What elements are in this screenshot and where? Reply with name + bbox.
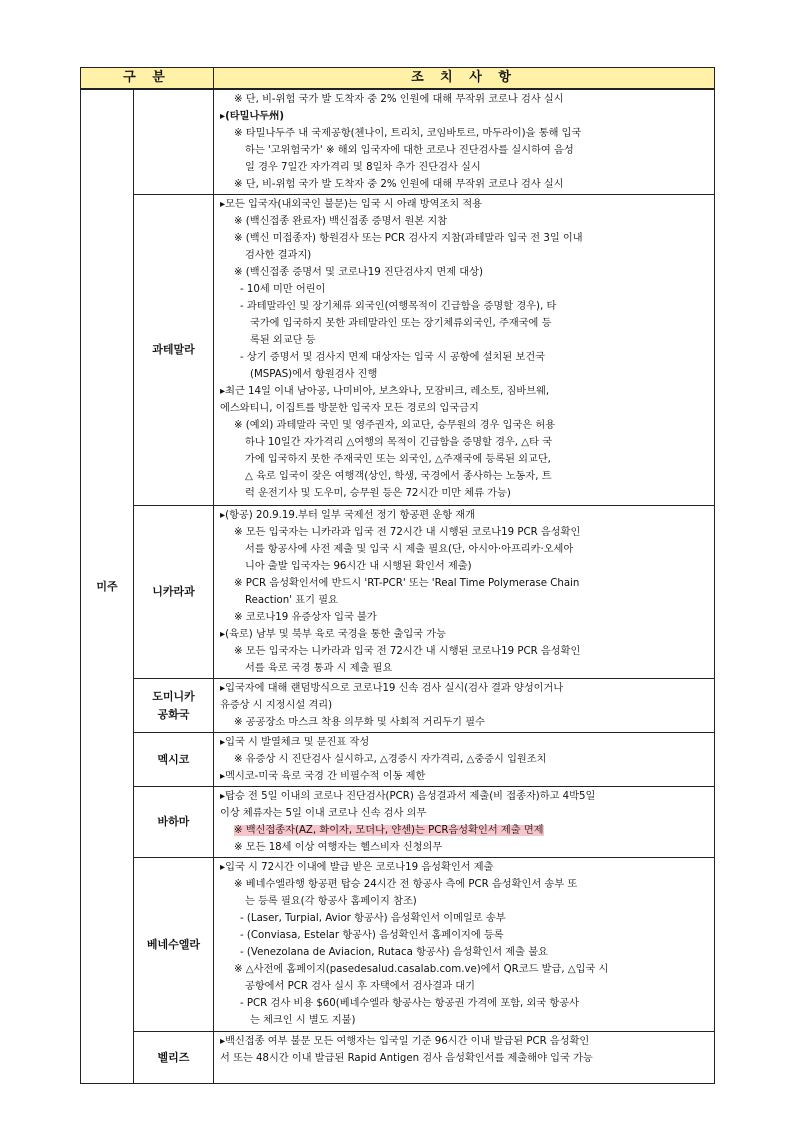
table-row (81, 195, 715, 506)
measure-line: ※ 코로나19 유증상자 입국 불가 (234, 612, 377, 623)
measure-line: 가에 입국하지 못한 주재국민 또는 외국인, △주재국에 등록된 외교단, (245, 454, 551, 465)
country-name: 니카라과 (152, 585, 195, 598)
table-row (81, 1032, 715, 1084)
measure-line: ※ 모든 입국자는 니카라과 입국 전 72시간 내 시행된 코로나19 PCR 음성확인 (234, 646, 581, 657)
measure-line: ▸(타밀나두州) (220, 111, 284, 122)
measure-line: 공항에서 PCR 검사 실시 후 자택에서 검사결과 대기 (245, 981, 475, 992)
country-name: 공화국 (157, 707, 190, 721)
table-header-row (81, 68, 715, 90)
measure-line: 검사한 결과지) (245, 250, 312, 261)
measure-line: ※ △사전에 홈페이지(pasedesalud.casalab.com.ve)에서 QR코드 발급, △입국 시 (234, 964, 609, 975)
measure-line: - (Venezolana de Aviacion, Rutaca 항공사) 음성확인서 제출 불요 (240, 947, 548, 958)
country-cell (134, 679, 214, 733)
country-cell (134, 858, 214, 1032)
table-row (81, 787, 715, 858)
measure-line: 서를 항공사에 사전 제출 및 입국 시 제출 필요(단, 아시아·아프리카·오세아 (245, 544, 574, 555)
measure-line: ▸백신접종 여부 불문 모든 여행자는 입국일 기준 96시간 이내 발급된 PCR 음성확인 (220, 1036, 590, 1047)
measure-line: 에스와티니, 이집트를 방문한 입국자 모든 경로의 입국금지 (220, 403, 479, 414)
measure-line: ※ 모든 입국자는 니카라과 입국 전 72시간 내 시행된 코로나19 PCR 음성확인 (234, 527, 581, 538)
highlighted-text: ※ 백신접종자(AZ, 화이자, 모더나, 얀센)는 PCR음성확인서 제출 면제 (234, 825, 544, 836)
country-name: 멕시코 (157, 752, 190, 766)
measure-line: ▸멕시코-미국 육로 국경 간 비필수적 이동 제한 (220, 771, 426, 782)
measure-line: ※ (예외) 과테말라 국민 및 영주권자, 외교단, 승무원의 경우 입국은 허용 (234, 420, 556, 431)
measure-line: - (Laser, Turpial, Avior 항공사) 음성확인서 이메일로 송부 (240, 913, 506, 924)
table-body (81, 89, 715, 1084)
measure-line: ※ 타밀나두주 내 국제공항(첸나이, 트리치, 코임바토르, 마두라이)을 통해 입국 (234, 128, 582, 139)
measures-cell (214, 679, 715, 733)
measure-line: ※ 공공장소 마스크 착용 의무화 및 사회적 거리두기 필수 (234, 717, 485, 728)
measure-line: ※ (백신접종 완료자) 백신접종 증명서 원본 지참 (234, 216, 448, 227)
country-cell (134, 733, 214, 787)
region-cell: 미주 (81, 89, 134, 1084)
header-measures: 조 치 사 항 (214, 68, 715, 90)
measure-line: ※ 베네수엘라행 항공편 탑승 24시간 전 항공사 측에 PCR 음성확인서 송부 또 (234, 879, 578, 890)
header-category: 구 분 (81, 68, 214, 90)
measures-cell (214, 733, 715, 787)
measures-cell (214, 787, 715, 858)
country-cell (134, 195, 214, 506)
country-name: 베네수엘라 (146, 937, 201, 951)
measure-line: ▸모든 입국자(내외국인 불문)는 입국 시 아래 방역조치 적용 (220, 199, 483, 210)
measure-line: 는 등록 필요(각 항공사 홈페이지 참조) (245, 896, 417, 907)
country-name: 바하마 (157, 815, 190, 828)
measure-line: ▸입국 시 72시간 이내에 발급 받은 코로나19 음성확인서 제출 (220, 862, 494, 873)
measure-line: ▸(항공) 20.9.19.부터 일부 국제선 정기 항공편 운항 재개 (220, 510, 475, 521)
measure-line: Reaction' 표기 필요 (245, 595, 338, 606)
measure-line: ▸입국자에 대해 랜덤방식으로 코로나19 신속 검사 실시(검사 결과 양성이거나 (220, 683, 564, 694)
measures-cell (214, 858, 715, 1032)
measure-line: ※ PCR 음성확인서에 반드시 'RT-PCR' 또는 'Real Time Polymerase Chain (234, 578, 580, 589)
measure-line: 유증상 시 지정시설 격리) (220, 700, 333, 711)
country-cell (134, 787, 214, 858)
measures-cell (214, 89, 715, 195)
measures-cell (214, 506, 715, 679)
measure-line: 일 경우 7일간 자가격리 및 8일차 추가 진단검사 실시 (245, 162, 481, 173)
measure-line: ※ 유증상 시 진단검사 실시하고, △경증시 자가격리, △중증시 입원조치 (234, 754, 547, 765)
table-row (81, 506, 715, 679)
measure-line: (MSPAS)에서 항원검사 진행 (250, 369, 378, 380)
measure-line: ▸(육로) 남부 및 북부 육로 국경을 통한 출입국 가능 (220, 629, 446, 640)
table-row (81, 679, 715, 733)
measure-line: 록된 외교단 등 (250, 335, 316, 346)
measure-line: ※ (백신 미접종자) 항원검사 또는 PCR 검사지 지참(과테말라 입국 전 3일 이내 (234, 233, 583, 244)
measure-line: 국가에 입국하지 못한 과테말라인 또는 장기체류외국인, 주재국에 등 (250, 318, 552, 329)
country-cell (134, 89, 214, 195)
measure-line: ▸입국 시 발열체크 및 문진표 작성 (220, 737, 370, 748)
measure-line: 니아 출발 입국자는 96시간 내 시행된 확인서 제출) (245, 561, 472, 572)
measure-line (220, 822, 710, 839)
measure-line: ▸최근 14일 이내 남아공, 나미비아, 보츠와나, 모잠비크, 레소토, 짐바브웨, (220, 386, 550, 397)
table-row (81, 733, 715, 787)
measure-line: 하는 '고위험국가' ※ 해외 입국자에 대한 코로나 진단검사를 실시하여 음성 (245, 145, 574, 156)
table-row (81, 858, 715, 1032)
measure-line: - PCR 검사 비용 $60(베네수엘라 항공사는 항공권 가격에 포함, 외국 항공사 (240, 998, 579, 1009)
measure-line: 서 또는 48시간 이내 발급된 Rapid Antigen 검사 음성확인서를 제출해야 입국 가능 (220, 1053, 593, 1064)
measure-line: ▸탑승 전 5일 이내의 코로나 진단검사(PCR) 음성결과서 제출(비 접종자)하고 4박5일 (220, 791, 596, 802)
measure-line: ※ 단, 비-위험 국가 발 도착자 중 2% 인원에 대해 무작위 코로나 검사 실시 (234, 94, 564, 105)
measure-line: - 과테말라인 및 장기체류 외국인(여행목적이 긴급함을 증명할 경우), 타 (240, 301, 557, 312)
table-row (81, 89, 715, 195)
measure-line: - (Conviasa, Estelar 항공사) 음성확인서 홈페이지에 등록 (240, 930, 504, 941)
country-cell (134, 1032, 214, 1084)
measures-cell (214, 195, 715, 506)
measure-line: △ 육로 입국이 잦은 여행객(상인, 학생, 국경에서 종사하는 노동자, 트 (245, 471, 552, 482)
measure-line: ※ 모든 18세 이상 여행자는 헬스비자 신청의무 (234, 842, 443, 853)
measures-table (80, 67, 715, 1084)
measures-cell (214, 1032, 715, 1084)
country-cell (134, 506, 214, 679)
measure-line: 하나 10일간 자가격리 △여행의 목적이 긴급함을 증명할 경우, △타 국 (245, 437, 553, 448)
measure-line: 서를 육로 국경 통과 시 제출 필요 (245, 663, 393, 674)
measure-line: 이상 체류자는 5일 이내 코로나 신속 검사 의무 (220, 808, 427, 819)
measure-line: ※ 단, 비-위험 국가 발 도착자 중 2% 인원에 대해 무작위 코로나 검사 실시 (234, 179, 564, 190)
measure-line: - 상기 증명서 및 검사지 면제 대상자는 입국 시 공항에 설치된 보건국 (240, 352, 546, 363)
country-name: 과테말라 (152, 343, 195, 356)
country-name: 벨리즈 (157, 1050, 190, 1064)
country-name: 도미니카 (152, 689, 195, 703)
measure-line: ※ (백신접종 증명서 및 코로나19 진단검사지 면제 대상) (234, 267, 483, 278)
measure-line: 는 체크인 시 별도 지불) (250, 1015, 356, 1026)
measure-line: - 10세 미만 어린이 (240, 284, 326, 295)
measure-line: 럭 운전기사 및 도우미, 승무원 등은 72시간 미만 체류 가능) (245, 488, 511, 499)
